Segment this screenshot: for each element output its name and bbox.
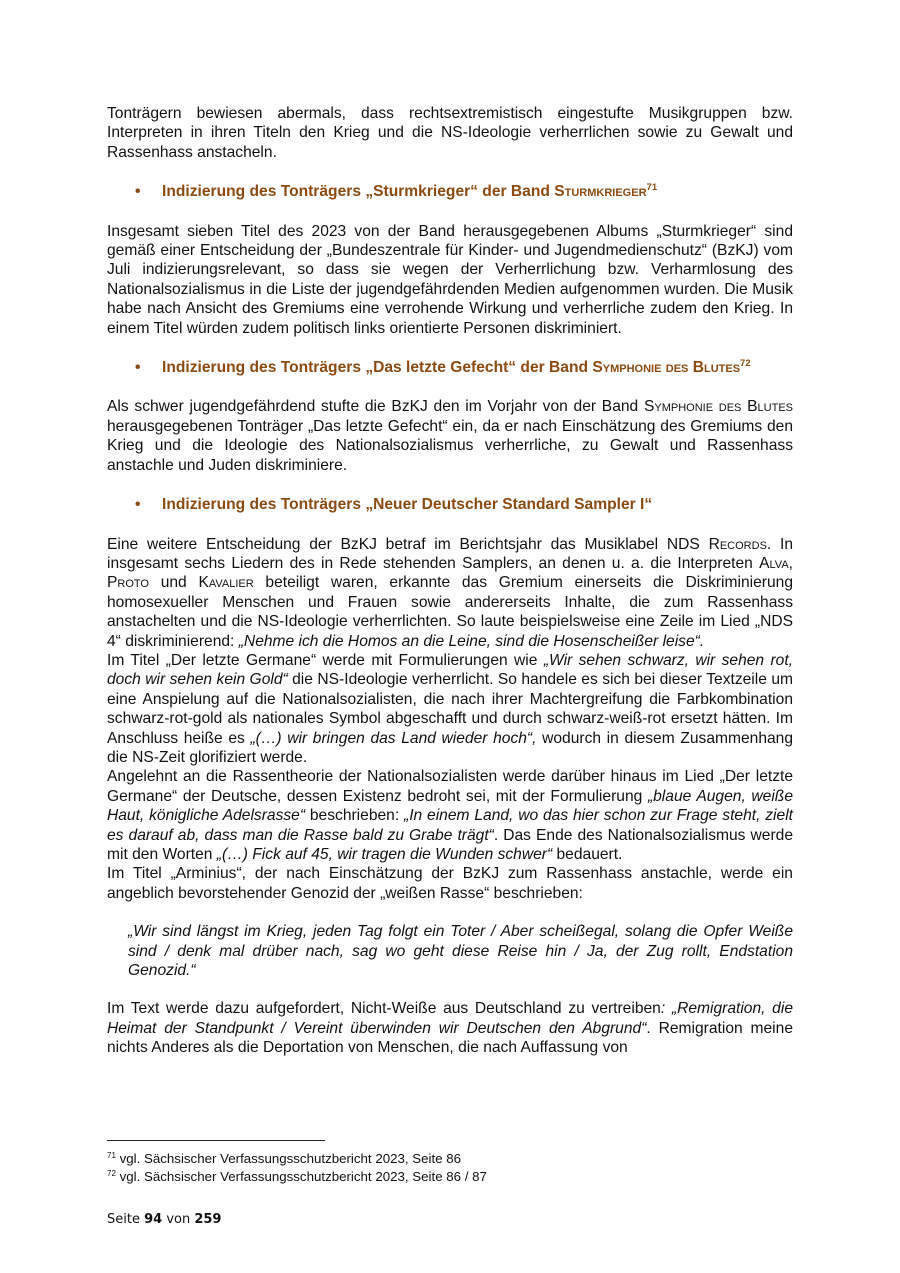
bullet-icon: • — [135, 183, 141, 201]
section-heading-sturmkrieger: • Indizierung des Tonträgers „Sturmkrieger“ der Band Sturmkrieger$^{71}$ — [135, 182, 658, 201]
footnotes — [107, 1150, 793, 1187]
bullet-icon: • — [135, 359, 141, 377]
page-number: Seite 94 von 259 — [107, 1212, 222, 1227]
page-body — [107, 104, 793, 1058]
section-heading-symphonie: • Indizierung des Tonträgers „Das letzte Gefecht“ der Band Symphonie des Blutes$^{72}$ — [135, 358, 751, 377]
band-name: Sturmkrieger — [554, 183, 647, 201]
footnote-divider — [107, 1140, 325, 1141]
bullet-icon: • — [135, 496, 141, 514]
footnote-71: $^{71}$ vgl. Sächsischer Verfassungsschutzbericht 2023, Seite 86 — [107, 1151, 462, 1166]
nds-paragraph-4: Im Titel „Arminius“, der nach Einschätzung der BzKJ zum Rassenhass anstachle, werde ein angeblich bevorstehender Genozid der „weißen Rasse“ beschrieben: — [107, 865, 793, 902]
nds-paragraph-3: Angelehnt an die Rassentheorie der Nationalsozialisten werde darüber hinaus im Lied „Der letzte Germane“ der Deutsche, dessen Existenz bedroht sei, mit der Formulierung „blaue Augen, weiße Haut, königliche Adelsrasse“ beschrieben: „In einem Land, wo das hier schon zur Frage steht, zielt es darauf ab, dass man die Rasse bald zu Grabe trägt“. Das Ende des Nationalsozialismus werde mit den Worten „(…) Fick auf 45, wir tragen die Wunden schwer“ bedauert. — [107, 768, 794, 863]
symphonie-paragraph: Als schwer jugendgefährdend stufte die BzKJ den im Vorjahr von der Band Symphonie des Blutes herausgegebenen Tonträger „Das letzte Gefecht“ ein, da er nach Einschätzung des Gremiums den Krieg und die Ideologie des Nationalsozialismus verherrliche, zu Gewalt und Rassenhass anstachle und Juden diskriminiere. — [107, 398, 793, 474]
lyrics-blockquote: „Wir sind längst im Krieg, jeden Tag folgt ein Toter / Aber scheißegal, solang die Opfer Weiße sind / denk mal drüber nach, sag wo geht diese Reise hin / Ja, der Zug rollt, Endstation Genozid.“ — [128, 923, 793, 980]
nds-paragraph-2: Im Titel „Der letzte Germane“ werde mit Formulierungen wie „Wir sehen schwarz, wir sehen rot, doch wir sehen kein Gold“ die NS-Ideologie verherrlicht. So handele es sich bei dieser Textzeile um eine Anspielung auf die Nationalsozialisten, die nach ihrer Machtergreifung die Farbkombination schwarz-rot-gold als nationales Symbol abgeschafft und durch schwarz-weiß-rot ersetzt hätten. Im Anschluss heiße es „(…) wir bringen das Land wieder hoch“, wodurch in diesem Zusammenhang die NS-Zeit glorifiziert werde. — [107, 651, 794, 766]
footnote-72: $^{72}$ vgl. Sächsischer Verfassungsschutzbericht 2023, Seite 86 / 87 — [107, 1169, 487, 1185]
intro-paragraph: Tonträgern bewiesen abermals, dass rechtsextremistisch eingestufte Musikgruppen bzw. Interpreten in ihren Titeln den Krieg und die NS-Ideologie verherrlichen sowie zu Gewalt und Rassenhass anstacheln. — [107, 105, 793, 161]
nds-paragraph-5: Im Text werde dazu aufgefordert, Nicht-Weiße aus Deutschland zu vertreiben: „Remigration, die Heimat der Standpunkt / Vereint überwinden wir Deutschen den Abgrund“. Remigration meine nichts Anderes als die Deportation von Menschen, die nach Auffassung von — [107, 1000, 793, 1057]
section-heading-nds-sampler: • Indizierung des Tonträgers „Neuer Deutscher Standard Sampler I“ — [135, 496, 653, 514]
footnote-ref[interactable]: 71 — [646, 182, 658, 194]
footnote-ref[interactable]: 72 — [740, 358, 751, 370]
band-name: Symphonie des Blutes — [592, 359, 741, 377]
nds-paragraph-1: Eine weitere Entscheidung der BzKJ betraf im Berichtsjahr das Musiklabel NDS Records. In insgesamt sechs Liedern des in Rede stehenden Samplers, an denen u. a. die Interpreten Alva, Proto und Kavalier beteiligt waren, erkannte das Gremium einerseits die Diskriminierung homosexueller Menschen und Frauen sowie andererseits Inhalte, die zum Rassenhass anstachelten und die NS-Ideologie verherrlichten. So laute beispielsweise eine Zeile im Lied „NDS 4“ diskriminierend: „Nehme ich die Homos an die Leine, sind die Hosenscheißer leise“. — [107, 535, 794, 650]
sturmkrieger-paragraph: Insgesamt sieben Titel des 2023 von der Band herausgegebenen Albums „Sturmkrieger“ sind gemäß einer Entscheidung der „Bundeszentrale für Kinder- und Jugendmedienschutz“ (BzKJ) vom Juli indizierungsrelevant, so dass sie wegen der Verherrlichung bzw. Verharmlosung des Nationalsozialismus in die Liste der jugendgefährdenden Medien aufgenommen wurden. Die Musik habe nach Ansicht des Gremiums eine verrohende Wirkung und verherrliche zudem den Krieg. In einem Titel würden zudem politisch links orientierte Personen diskriminiert. — [107, 222, 793, 337]
